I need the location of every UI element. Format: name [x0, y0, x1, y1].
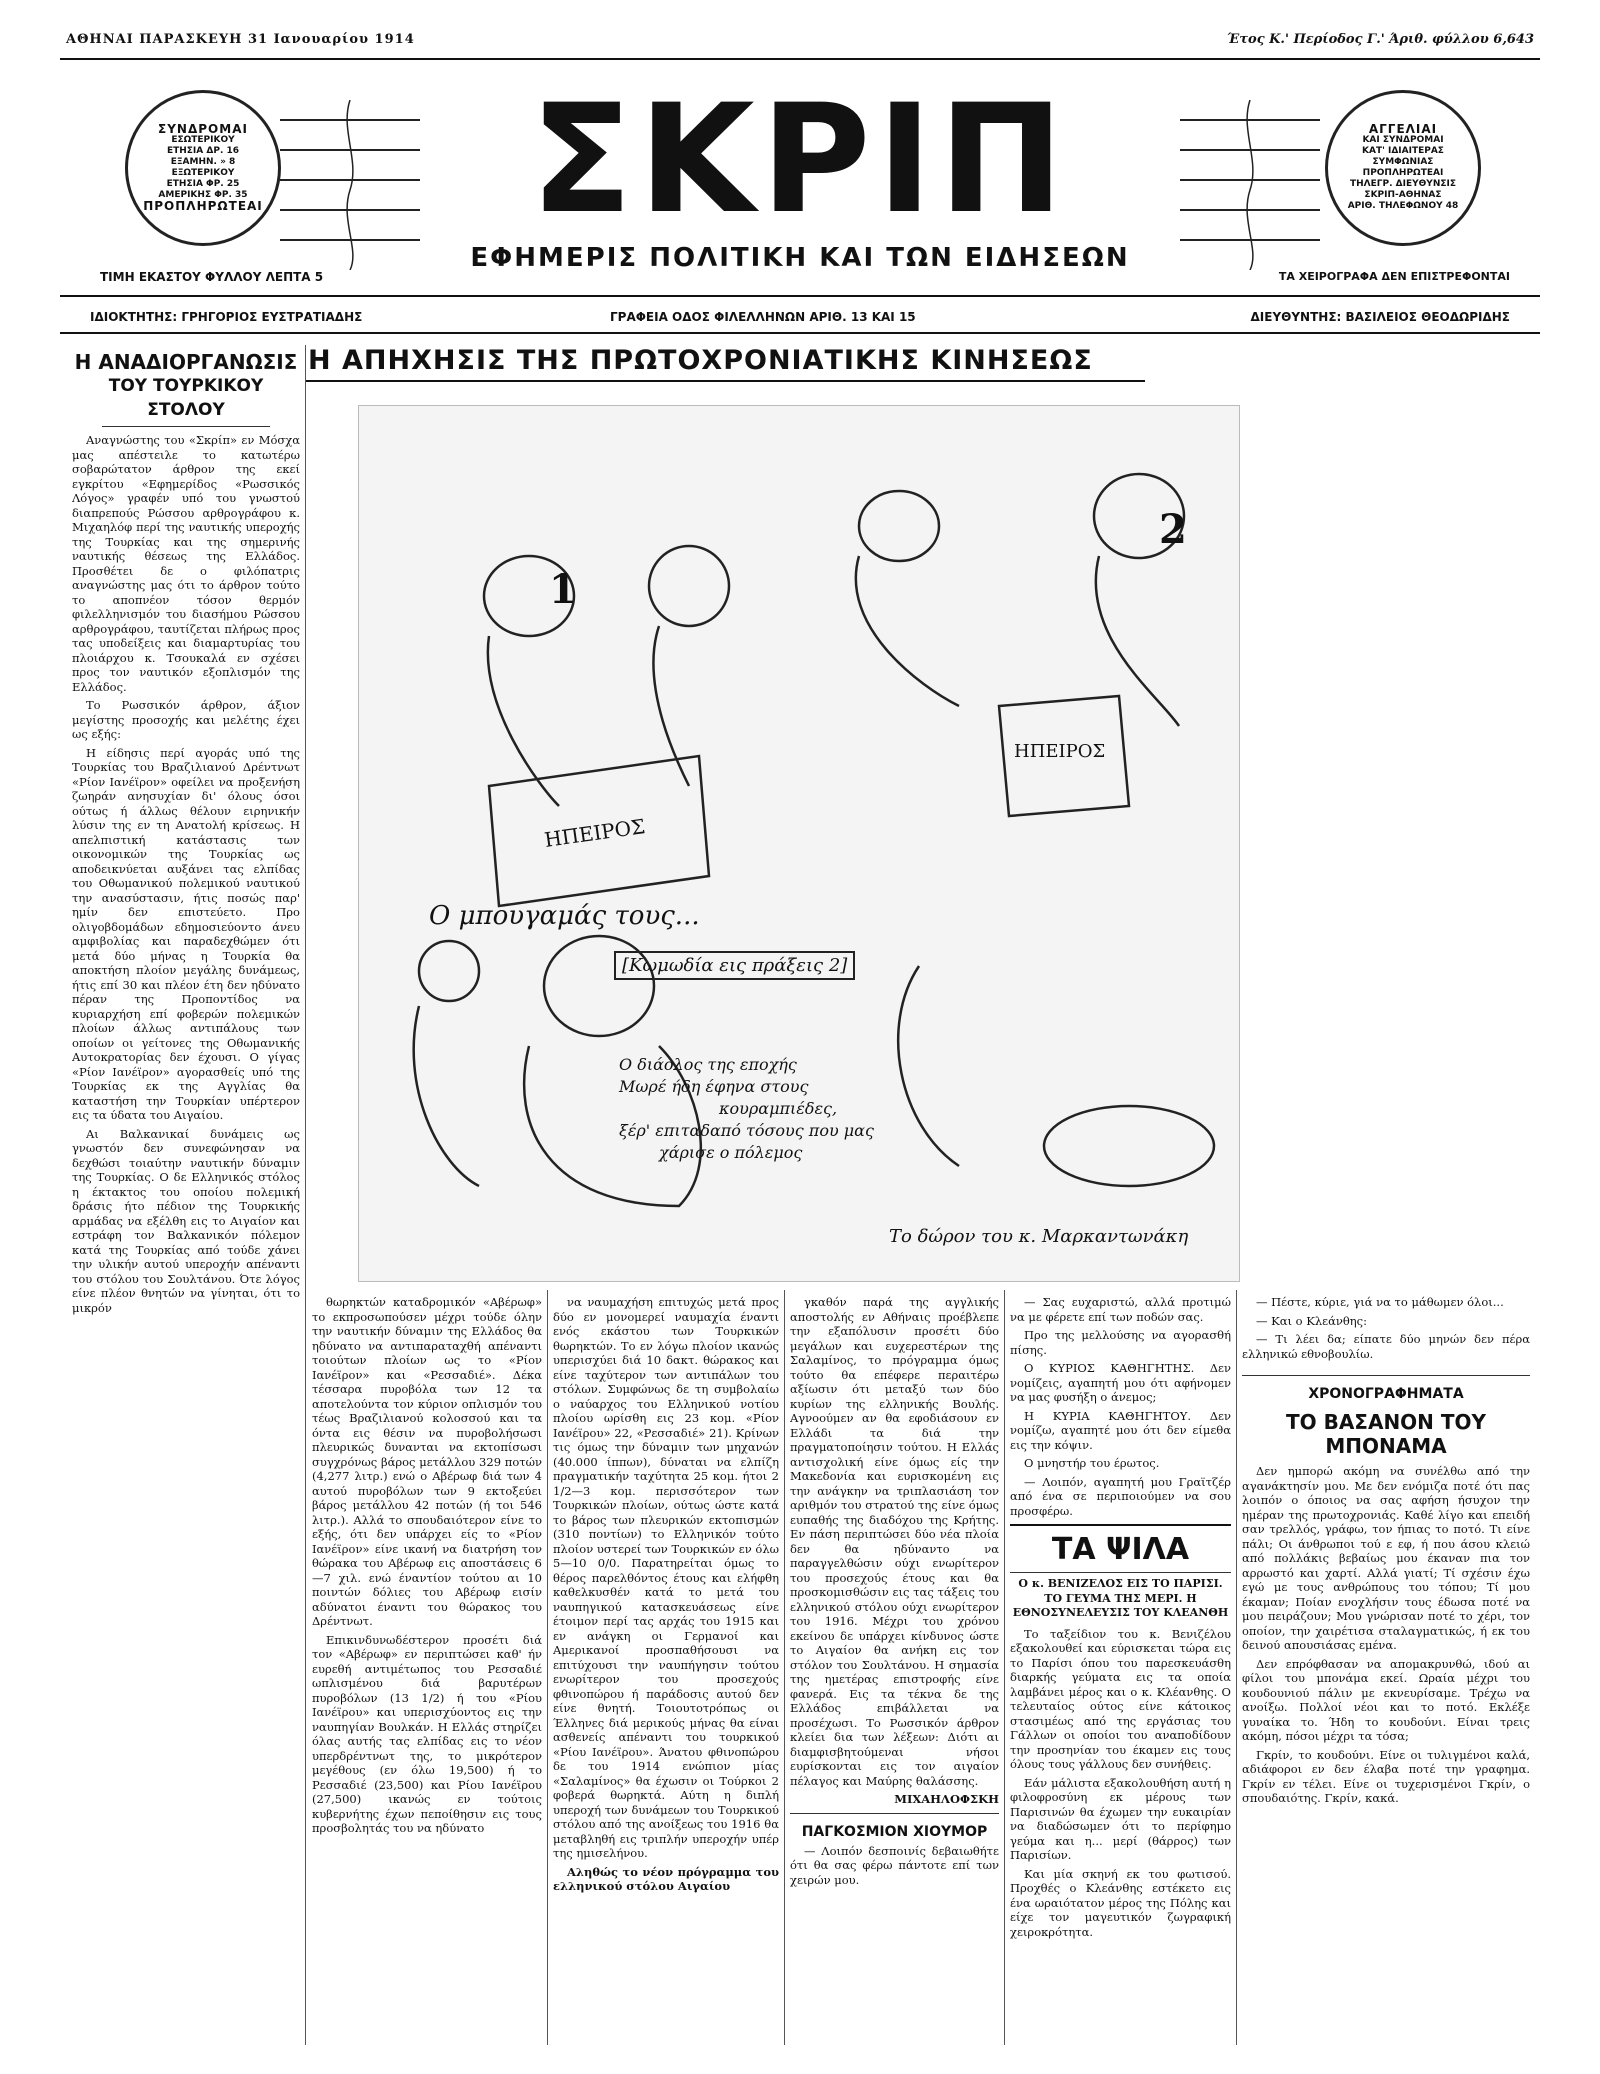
article-mid3-sign: ΜΙΧΑΗΛΟΦΣΚΗ — [894, 1792, 999, 1806]
price-line: ΤΙΜΗ ΕΚΑΣΤΟΥ ΦΥΛΛΟΥ ΛΕΠΤΑ 5 — [100, 270, 324, 284]
manuscripts-notice: ΤΑ ΧΕΙΡΟΓΡΑΦΑ ΔΕΝ ΕΠΙΣΤΡΕΦΟΝΤΑΙ — [1278, 270, 1510, 283]
article-right1-p5: Ο μνηστήρ του έρωτος. — [1024, 1456, 1160, 1470]
director: ΔΙΕΥΘΥΝΤΗΣ: ΒΑΣΙΛΕΙΟΣ ΘΕΟΔΩΡΙΔΗΣ — [1250, 310, 1510, 324]
speech-line3: κουραμπιέδες, — [719, 1099, 838, 1118]
ads-line3: ΣΥΜΦΩΝΙΑΣ — [1372, 157, 1434, 167]
article-left-p1: Αναγνώστης του «Σκρίπ» εν Μόσχα μας απέστειλε το κατωτέρω σοβαρώτατον άρθρον της εκεί εγκρίτου «Εφημερίδος «Ρωσσικός Λόγος» γραφέν υπό του γνωστού διαπρεπούς Ρώσσου αρθρογράφου κ. Μιχαηλόφ περί της ναυτικής υπεροχής της Τουρκίας και της σημερινής ναυτικής θέσεως της Ελλάδος. Προσθέτει δε ο φιλόπατρις αναγνώστης μας ότι το άρθρον τούτο το αποπνέον τόσον θερμόν φιλελληνισμόν του διασήμου Ρώσσου αρθρογράφου, ταυτίζεται πλήρως προς τας υποδείξεις και διαμαρτυρίας του πλοιάρχου κ. Τσουκαλά εν σχέσει προς τον ναυτικόν εξοπλισμόν της Ελλάδος. — [72, 433, 300, 694]
column-rule — [305, 345, 306, 2045]
subscription-america: ΑΜΕΡΙΚΗΣ ΦΡ. 35 — [158, 190, 248, 200]
psila-title: ΤΑ ΨΙΛΑ — [1051, 1532, 1190, 1567]
column-rule — [1004, 1290, 1005, 2045]
article-right1 — [1010, 1295, 1231, 2045]
article-right1-p2: Προ της μελλούσης να αγορασθή πίσης. — [1010, 1328, 1231, 1357]
cartoon-caption-play: [Κωμωδία εις πράξεις 2] — [614, 951, 855, 980]
subscription-domestic-year: ΕΤΗΣΙΑ ΔΡ. 16 — [166, 146, 240, 156]
ads-line4: ΠΡΟΠΛΗΡΩΤΕΑΙ — [1362, 168, 1444, 178]
article-mid3-p2: — Λοιπόν δεσποινίς δεβαιωθήτε ότι θα σας φέρω πάντοτε επί των χειρών μου. — [790, 1843, 999, 1887]
subscription-seal — [125, 90, 281, 246]
divider — [60, 332, 1540, 334]
article-right1-p9: Και μία σκηνή εκ του φωτισού. Προχθές ο Κλεάνθης εστέκετο εις ένα ωραιότατον μέρος της Πόλης και είχε τον μαγευτικόν ζωγραφική χειροκρότητα. — [1010, 1866, 1231, 1939]
article-mid2-p1: να ναυμαχήση επιτυχώς μετά προς δύο εν μονομερεί ναυμαχία έναντι ενός εκάστου των Τουρκικών θωρηκτών. Το εν λόγω πλοίον ικανώς υπερισχύει διά 10 δακτ. θώρακος και είνε ταχύτερον των αντιπάλων του στόλων. Συμφώνως δε τη συμβολαίω ο ναύαρχος του Ελληνικού νοτίου πλοίου ωρίσθη εις 23 κομ. «Ρίον Ιανέϊρου» 22, «Ρεσσαδιέ» 21). Κρίνων τις όμως την δύναμιν των μηχανών (40.000 ίππων), δύναται να ελπίζη πραγματικήν ταχύτητα 25 κομ. ήτοι 2 1/2—3 κομ. περισσότερον των Τουρκικών πλοίων, ούτως ώστε κατά το βάρος των πλευρικών εκτοπισμών (310 ποντίων) το Ελληνικόν τούτο πλοίον υστερεί των Τουρκικών εν όλω 5—10 0/0. Παρατηρείται όμως το θέρος παρελθόντος έτους και ελήφθη καθελκυσθέν κατά το μετά του ναυπηγικού κατασκευάσεως είνε έτοιμον περί τας αρχάς του 1915 και εν ανάγκη οι Γερμανοί και Αμερικανοί προσπαθήσουσι να επιτύχουσι την ναυπήγησιν τούτου ενωρίτερον του προσεχούς φθινοπώρου ή παράδοσις αυτού δεν είνε θνητή. Τοιουτοτρόπως οι Έλληνες διά μερικούς μήνας θα είναι ασθενείς απέναντι του τουρκικού «Ρίου Ιανέϊρου». Άνατου φθινοπώρου δε του 1914 ενώπιον μίας «Σαλαμίνος» θα έχωσιν οι Τούρκοι 2 φοβερά θωρηκτά. Αύτη η διπλή υπεροχή των δυνάμεων του Τουρκικού στόλου από της ανοίξεως του 1916 θα μεταβληθή εις τριπλήν υπεροχήν υπέρ της ημισελήνου. — [553, 1295, 779, 1860]
article-right2-p2: — Και ο Κλεάνθης: — [1256, 1313, 1367, 1328]
article-right1-p1: — Σας ευχαριστώ, αλλά προτιμώ να με φέρετε επί των ποδών σας. — [1010, 1295, 1231, 1324]
cartoon-caption-main: Ο μπουγαμάς τους... — [429, 901, 700, 931]
ads-line5: ΤΗΛΕΓΡ. ΔΙΕΥΘΥΝΣΙΣ — [1350, 179, 1456, 189]
headline-underline — [305, 380, 1145, 382]
speech-line1: Ο διάολος της εποχής — [619, 1055, 797, 1074]
article-right2-p3: — Τι λέει δα; είπατε δύο μηνών δεν πέρα ελληνικώ εθνοβουλίω. — [1242, 1332, 1530, 1361]
article-left-title2: ΤΟΥ ΤΟΥΡΚΙΚΟΥ ΣΤΟΛΟΥ — [108, 376, 264, 420]
newspaper-subtitle: ΕΦΗΜΕΡΙΣ ΠΟΛΙΤΙΚΗ ΚΑΙ ΤΩΝ ΕΙΔΗΣΕΩΝ — [470, 243, 1130, 273]
article-right1-p4: Η ΚΥΡΙΑ ΚΑΘΗΓΗΤΟΥ. Δεν νομίζω, αγαπητέ μου ότι δεν είμεθα εις την κόψιν. — [1010, 1408, 1231, 1452]
ads-title: ΑΓΓΕΛΙΑΙ — [1368, 122, 1438, 136]
dateline-left: ΑΘΗΝΑΙ ΠΑΡΑΣΚΕΥΗ 31 Ιανουαρίου 1914 — [66, 32, 415, 47]
subscription-domestic: ΕΣΩΤΕΡΙΚΟΥ — [171, 135, 235, 145]
article-right1-p8: Εάν μάλιστα εξακολουθήση αυτή η φιλοφροσύνη εκ μέρους των Παρισινών θα έχωμεν την ευκαιρίαν να διαδώσωμεν ότι το περίφημο γεύμα και η... μερί (θάρρος) των Παρισίων. — [1010, 1775, 1231, 1862]
article-mid1 — [312, 1295, 542, 2045]
article-left-title1: Η ΑΝΑΔΙΟΡΓΑΝΩΣΙΣ — [74, 350, 298, 374]
humour-title: ΠΑΓΚΟΣΜΙΟΝ ΧΙΟΥΜΟΡ — [801, 1823, 988, 1840]
newspaper-name: ΣΚΡΙΠ — [530, 73, 1070, 247]
owner: ΙΔΙΟΚΤΗΤΗΣ: ΓΡΗΓΟΡΙΟΣ ΕΥΣΤΡΑΤΙΑΔΗΣ — [90, 310, 363, 324]
article-mid3 — [790, 1295, 999, 2045]
top-dateline — [66, 28, 1534, 58]
article-left — [72, 350, 300, 2050]
offices: ΓΡΑΦΕΙΑ ΟΔΟΣ ΦΙΛΕΛΛΗΝΩΝ ΑΡΙΘ. 13 ΚΑΙ 15 — [610, 310, 916, 324]
article-mid1-p1: θωρηκτών καταδρομικόν «Αβέρωφ» το εκπροσωπούσεν μέχρι τούδε όλην την ναυτικήν δύναμιν της Ελλάδος θα ηδύνατο να αντιπαραταχθή απέναντι τοιούτων πλοίων ως το «Ρίον Ιανέϊρον» και «Ρεσσαδιέ». Δέκα τέσσαρα πυροβόλα των 12 τα αποτελούντα τον κύριον οπλισμόν του τέως Βραζιλιανού κολοσσού και τα όντα εις θέσιν να πυροβολήσωσι πλευρικώς δυνανται να εκτοπίσωσι συγχρόνως βάρος μετάλλου 329 ποτών (4,277 λιτρ.) ενώ ο Αβέρωφ διά των 4 αυτού πυροβόλων των 9 εκτοξεύει βάρος μετάλλου 42 ποτών (ή τοι 546 λιτρ.). Αλλά το σπουδαιότερον είνε το εξής, ότι δεν υπάρχει είς το «Ρίον Ιανέϊρον» είνε ικανή να διατρήση τον θώρακα του Αβέρωφ εις αποστάσεις 6—7 χιλ. ενώ έναντίον τούτου αι 10 ποιντών δόλιες του Αβέρωφ εισίν αδύνατοι έναντι του θώρακος του Δρέντνωτ. — [312, 1295, 542, 1628]
divider — [60, 58, 1540, 60]
article-left-p4: Αι Βαλκανικαί δυνάμεις ως γνωστόν δεν συνεφώνησαν να δεχθώσι τοιαύτην ναυτικήν δύναμιν της Τουρκίας. Ο δε Ελληνικός στόλος η έκτακτος του οποίου πολεμική δράσις ήτο πέδιον της Τουρκικής αρμάδας να εξέλθη εις το Αιγαίον και εστράφη τον Βαλκανικόν πόλεμον κατά της Τουρκίας από τούδε χάνει την υλικήν αυτού υπεροχήν απέναντι του στόλου του Σουλτάνου. Ότε λόγος είνε πλέον θνητών να γίνηται, ότι το μικρόν — [72, 1126, 300, 1315]
column-rule — [784, 1290, 785, 2045]
article-mid3-p1: γκαθόν παρά της αγγλικής αποστολής εν Αθήναις προέβλεπε την εξαπόλυσιν προσέτι δύο μεγάλων και ευχερεστέρων της Σαλαμίνος, το πρόγραμμα όμως τούτο θα επέφερε περαιτέρω αξίωσιν ότι μεταξύ των δύο κυρίων της ελληνικής Βουλής. Αγνοούμεν αν θα εφοδιάσουν εν Ελλάδι τα διά την πραγματοποίησιν τούτου. Η Ελλάς αντισχολική είνε όμως είς την Μακεδονία και ευρισκομένη εις την ανάγκην να τριπλασιάση τον αριθμόν του στρατού της είνε όμως ευπαθής της διαδόχου της Κρήτης. Εν πάση περιπτώσει δύο νέα πλοία δεν θα ηδύναντο να παραγγελθώσιν ούχι ενωρίτερον του προσεχούς έτους και θα προσκομισθώσιν εις τας τάξεις του ελληνικού στόλου ούχι ενωρίτερον του 1916. Μέχρι του χρόνου εκείνου δε υπάρχει κίνδυνος ώστε το Αιγαίον θα ανήκη εις τον στόλον του Σουλτάνου. Η σημασία της ημετέρας επιστροφής είνε φανερά. Εις τα τέκνα δε της Ελλάδος επιβάλλεται να προσέχωσι. Το Ρωσσικόν άρθρον κλείει δια των λέξεων: Διότι αι διαμφισβητούμεναι νήσοι ευρίσκονται εις τον αιγαίον πέλαγος και Μαύρης θαλάσσης. — [790, 1295, 999, 1788]
article-mid1-p2: Επικινδυνωδέστερον προσέτι διά τον «Αβέρωφ» εν περιπτώσει καθ' ήν ευρεθή αντιμέτωπος του Ρεσσαδιέ ωπλισμένου διά βαρυτέρων πυροβόλων (13 1/2) ή του «Ρίου Ιανέϊρου» και υπερισχύοντος εις την ναυπηγίαν Βουλκάν. Η Ελλάς στηρίζει όλας αυτής τας ελπίδας εις το νέον υπερδρέντνωτ της, το μικρότερον μεγέθους (εν όλω 19,500) ή το Ρεσσαδιέ (23,500) και Ρίου Ιανέϊρου (27,500) ικανώς εν τούτοις κυβερνήτης έχων πεποίθησιν εις τους προσβολητάς του να ηδύνατο — [312, 1632, 542, 1835]
article-right1-p6: — Λοιπόν, αγαπητή μου Γραϊτζέρ από ένα σε περιποιούμεν να σου προσφέρω. — [1010, 1474, 1231, 1518]
cartoon-illustration — [358, 405, 1240, 1282]
ads-line1: ΚΑΙ ΣΥΝΔΡΟΜΑΙ — [1362, 135, 1444, 145]
chronographimata-title: ΧΡΟΝΟΓΡΑΦΗΜΑΤΑ — [1308, 1386, 1464, 1402]
article-right1-p7: Το ταξείδιον του κ. Βενιζέλου εξακολουθεί και εύρισκεται τώρα εις το Παρίσι όπου του παρεσκευάσθη διαρκής γεύματα εις τα οποία λαμβάνει μέρος και ο κ. Κλέανθης. Ο τελευταίος ούτος είνε κάτοικος στασιμέως από της εργάσιας του Γάλλων οι οποίοι του αναποδίδουν την προσηνίαν του έκαμεν εις τους όλους τους γάλλους δεν συνήθεις. — [1010, 1626, 1231, 1771]
box-label-1: ΗΠΕΙΡΟΣ — [542, 814, 647, 852]
bonama-title: ΤΟ ΒΑΣΑΝΟΝ ΤΟΥ ΜΠΟΝΑΜΑ — [1285, 1410, 1487, 1458]
subscription-domestic-half: ΕΞΑΜΗΝ. » 8 — [170, 157, 236, 167]
divider — [60, 295, 1540, 297]
cartoon-signature: Το δώρον του κ. Μαρκαντωνάκη — [889, 1226, 1189, 1247]
ads-line2: ΚΑΤ' ΙΔΙΑΙΤΕΡΑΣ — [1362, 146, 1444, 156]
masthead — [420, 73, 1180, 273]
figure-label-2: 2 — [1159, 506, 1187, 553]
column-rule — [1236, 1290, 1237, 2045]
cartoon-speech — [619, 1054, 874, 1164]
subscription-prepaid: ΠΡΟΠΛΗΡΩΤΕΑΙ — [143, 199, 263, 213]
article-right2-p1: — Πέστε, κύριε, γιά να το μάθωμεν όλοι... — [1256, 1295, 1504, 1309]
article-right2 — [1242, 1295, 1530, 2045]
article-left-p3: Η είδησις περί αγοράς υπό της Τουρκίας του Βραζιλιανού Δρέντνωτ «Ρίον Ιανέϊρον» οφείλει να προξενήση ζωηράν ανησυχίαν δι' όλους όσοι ούτως ή άλλως θέλουν ειρηνικήν λύσιν της εν τη Ανατολή κρίσεως. Η απελπιστική κατάστασις των οικονομικών της Τουρκίας ως αποδεικνύεται αυξάνει τας ελπίδας του Οθωμανικού πολεμικού ναυτικού την ανασύστασιν, ήτις ποσώς παρ' ημίν δεν επιστεύετο. Προ ολιγοβδομάδων εδημοσιεύοντο άνευ αμφιβολίας και παραδεχθώμεν ότι μετά δύο μήνας η Τουρκία θα αποκτήση πλοίον μεγάλης δυνάμεως, ήτις επί 30 και πλέον έτη δεν ηδύνατο πέραν της Προποντίδος να κυριαρχήση επί φοβερών πολεμικών πλοίων άλλως αντιπάλους των οποίων οι γείτονες της Οθωμανικής Αυτοκρατορίας δεν έχουσι. Ο γίγας «Ρίον Ιανέϊρον» αγορασθείς υπό της Τουρκίας εκ της Αγγλίας θα καταστήση την Τουρκίαν υπέρτερον εις τα ύδατα του Αιγαίου. — [72, 745, 300, 1122]
ads-seal — [1325, 90, 1481, 246]
ads-line7: ΑΡΙΘ. ΤΗΛΕΦΩΝΟΥ 48 — [1347, 201, 1459, 211]
figure-label-1: 1 — [549, 566, 577, 613]
article-right2-p6: Γκρίν, το κουδούνι. Είνε οι τυλιγμένοι καλά, αδιάφοροι εν δεν έλαβα ποτέ την γραφημα. Γκρίν εν τέλει. Είνε οι τυχερισμένοι Γκρίν, ο σπουδαιότης. Γκρίν, κακά. — [1242, 1747, 1530, 1805]
subscription-foreign-year: ΕΤΗΣΙΑ ΦΡ. 25 — [166, 179, 240, 189]
article-right2-p5: Δεν επρόφθασαν να απομακρυνθώ, ιδού αι φίλοι του μπονάμα εκεί. Ωραία μέχρι του κουδουνιού πάλιν με εκνευρίσαμε. Τρέχω να ανοίξω. Πολλοί νέοι και το ποτό. Εκλέξε γυναίκα το. Ήδη το κουδούνι. Είναι τρεις ακόμη, πόσοι μέχρι τα τόσα; — [1242, 1656, 1530, 1743]
article-mid2-p2: Αληθώς το νέον πρόγραμμα του ελληνικού στόλου Αιγαίου — [553, 1864, 779, 1893]
main-headline: Η ΑΠΗΧΗΣΙΣ ΤΗΣ ΠΡΩΤΟΧΡΟΝΙΑΤΙΚΗΣ ΚΙΝΗΣΕΩΣ — [308, 345, 1093, 376]
staff-line — [80, 310, 1520, 330]
dateline-right: Έτος Κ.' Περίοδος Γ.' Άριθ. φύλλου 6,643 — [1226, 32, 1534, 47]
speech-line5: χάρισε ο πόλεμος — [659, 1143, 803, 1162]
psila-subtitle: Ο κ. ΒΕΝΙΖΕΛΟΣ ΕΙΣ ΤΟ ΠΑΡΙΣΙ. ΤΟ ΓΕΥΜΑ ΤΗΣ ΜΕΡΙ. Η ΕΘΝΟΣΥΝΕΛΕΥΣΙΣ ΤΟΥ ΚΛΕΑΝΘΗ — [1012, 1577, 1229, 1619]
speech-line4: ξέρ' επιταδαπό τόσους που μας — [619, 1121, 874, 1140]
subscription-title: ΣΥΝΔΡΟΜΑΙ — [158, 122, 248, 136]
article-right1-p3: Ο ΚΥΡΙΟΣ ΚΑΘΗΓΗΤΗΣ. Δεν νομίζεις, αγαπητή μου ότι αφήνομεν να μας φυσήξη ο άνεμος; — [1010, 1361, 1231, 1404]
article-left-p2: Το Ρωσσικόν άρθρον, άξιον μεγίστης προσοχής και μελέτης έχει ως εξής: — [72, 698, 300, 741]
ads-line6: ΣΚΡΙΠ-ΑΘΗΝΑΣ — [1364, 190, 1442, 200]
speech-line2: Μωρέ ήδη έφηνα στους — [619, 1077, 809, 1096]
article-mid2 — [553, 1295, 779, 2045]
subscription-foreign: ΕΞΩΤΕΡΙΚΟΥ — [171, 168, 235, 178]
article-right2-p4: Δεν ημπορώ ακόμη να συνέλθω από την αγανάκτησίν μου. Με δεν ενόμιζα ποτέ ότι πας λοιπόν ο όποιος να σας αφήση ήσυχον την ημέραν της πρωτοχρονιάς. Καθέ λίγο και επειδή σαν τρελλός, γράφω, τον ήπιας το ποτό. Τι είνε πάλι; Οι άνθρωποι τού ε εφ, ή που άσου κλειώ από πολλάκις βεβαίως μου έκαναν πια τον αρρωστό και χαρτί. Αλλά γιατί; Τί σχέσιν έχω εγώ με τους ανθρώπους του τόπου; Τί μου έκαμαν; Ποίαν ενοχλήσιν τους έδωσα ποτέ να μου πειράζουν; Μου γνώρισαν ποτέ το χέρι, τον οποίον, την χαιρέτισα σταλαγματικώς, ή εκ του δεινού απουσιάσας εμένα. — [1242, 1464, 1530, 1652]
column-rule — [547, 1290, 548, 2045]
box-label-2: ΗΠΕΙΡΟΣ — [1014, 741, 1106, 762]
